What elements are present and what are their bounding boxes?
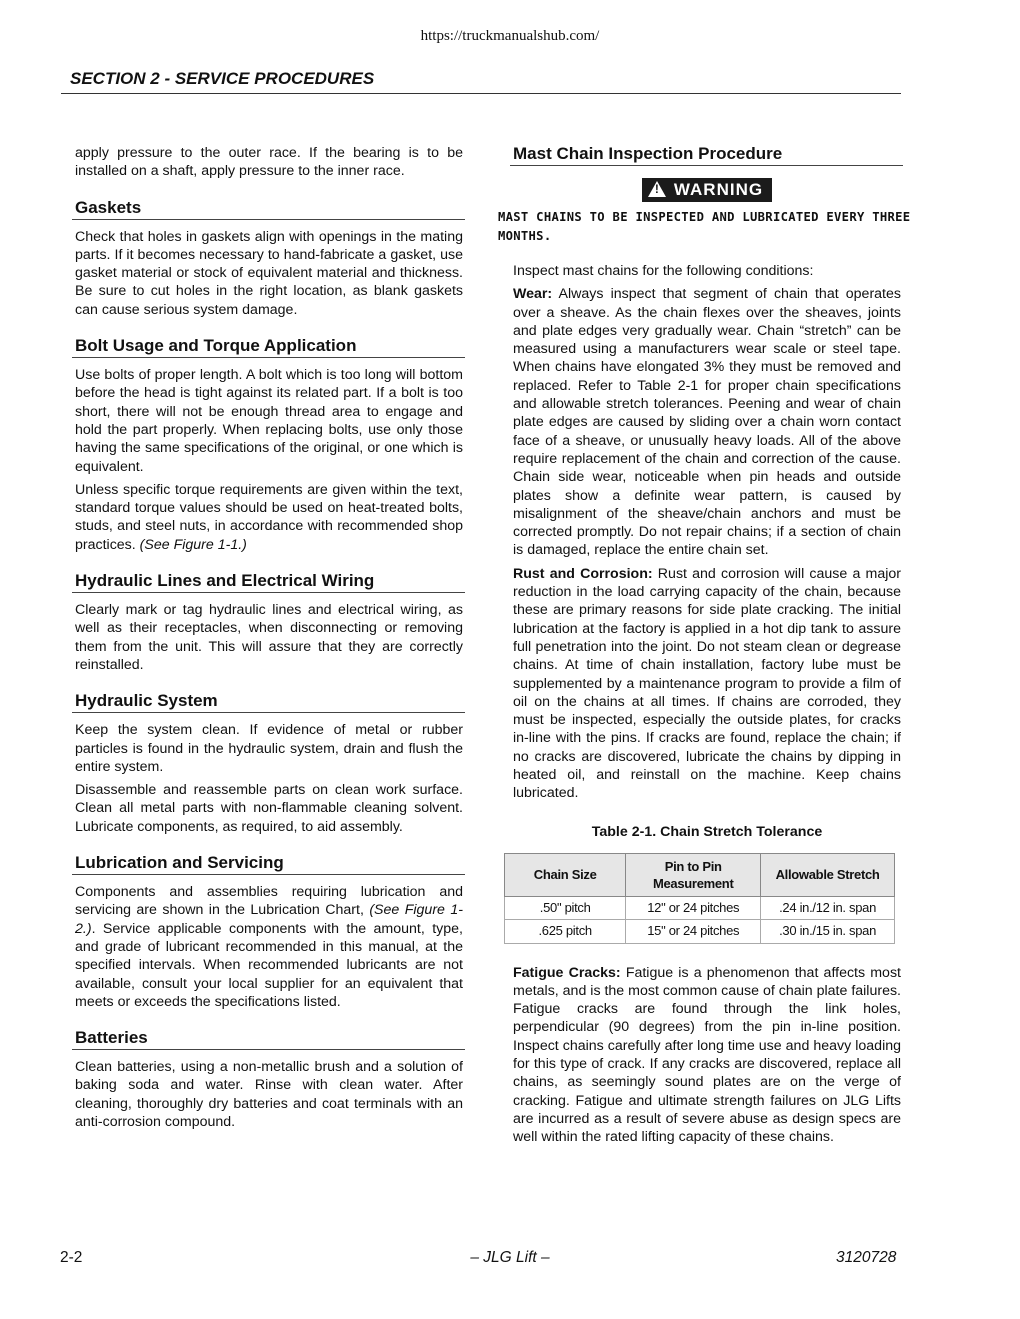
heading-hydraulic-system: Hydraulic System [72, 691, 465, 713]
wear-text: Always inspect that segment of chain that operates over a sheave. As the chain flexes over the sheaves, joints and plate edges very gradually wear. Chain “stretch” can be measured using a manufacturers wear scale or steel tape. When chains have elongated 3% they must be removed and replaced. Refer to Table 2-1 for proper chain specifications and allowable stretch tolerances. Peening and wear of chain plate edges are caused by sliding over a chain worn contact face of a sheave, or unusually heavy loads. All of the above require replacement of the chain and correction of the cause. Chain side wear, noticeable when pin heads and outside plates show a definite wear pattern, is caused by misalignment of the sheave/chain anchors and must be corrected promptly. Do not repair chains; if a section of chain is damaged, replace the entire chain set. [513, 286, 901, 559]
page-number: 2-2 [60, 1249, 83, 1266]
heading-gaskets: Gaskets [72, 198, 465, 220]
batteries-paragraph: Clean batteries, using a non-metallic brush and a solution of baking soda and water. Rinse with clean water. After cleaning, thoroughly dry batteries and coat terminals with an anti-corrosion compound. [75, 1059, 463, 1130]
table-header-chain-size: Chain Size [505, 853, 626, 896]
fatigue-paragraph [513, 964, 901, 1147]
heading-batteries: Batteries [72, 1028, 465, 1050]
table-row [505, 896, 895, 919]
lubrication-paragraph [75, 883, 463, 1011]
rust-paragraph [513, 565, 901, 803]
figure-1-2-reference: (See Figure 1-2.) [75, 902, 463, 937]
bolt-paragraph-2 [75, 481, 463, 554]
chain-stretch-table [504, 853, 895, 944]
lubrication-text-b: . Service applicable components with the amount, type, and grade of lubricant recommended in this manual, at the specified intervals. When recommended lubricants are not available, consult your local supplier for an equivalent that meets or exceeds the specifications listed. [75, 920, 463, 1010]
wear-paragraph [513, 285, 901, 559]
section-title: SECTION 2 - SERVICE PROCEDURES [70, 69, 375, 88]
warning-label-text: WARNING [673, 180, 764, 199]
bolt-paragraph-1: Use bolts of proper length. A bolt which is too long will bottom before the head is tight against its related part. If a bolt is too short, there will not be enough thread area to engage and hold the part properly. When replacing bolts, use only those having the same specifications of the original, or one which is equivalent. [75, 367, 463, 475]
heading-bolt-usage: Bolt Usage and Torque Application [72, 336, 465, 358]
hydraulic-system-paragraph-1: Keep the system clean. If evidence of metal or rubber particles is found in the hydraulic system, drain and flush the entire system. [75, 722, 463, 775]
bolt-paragraph-2-text: Unless specific torque requirements are given within the text, standard torque values should be used on heat-treated bolts, studs, and steel nuts, in accordance with recommended shop practices. [75, 481, 463, 553]
table-header-pin-to-pin: Pin to Pin Measurement [626, 853, 761, 896]
lubrication-text-a: Components and assemblies requiring lubrication and servicing are shown in the Lubrication Chart, [75, 884, 463, 919]
section-divider [61, 93, 901, 94]
document-number: 3120728 [836, 1249, 897, 1266]
hydraulic-system-paragraph-2: Disassemble and reassemble parts on clean work surface. Clean all metal parts with non-flammable cleaning solvent. Lubricate components, as required, to aid assembly. [75, 782, 463, 835]
right-column [498, 144, 911, 1151]
table-header-row [505, 853, 895, 896]
hydraulic-lines-paragraph: Clearly mark or tag hydraulic lines and electrical wiring, as well as their receptacles, when disconnecting or removing them from the unit. This will assure that they are correctly reinstalled. [75, 602, 463, 673]
table-cell: 15" or 24 pitches [626, 920, 761, 943]
table-header-allowable-stretch: Allowable Stretch [761, 853, 895, 896]
warning-label [642, 178, 772, 202]
rust-text: Rust and corrosion will cause a major reduction in the load carrying capacity of the chain, because these are primary reasons for side plate cracking. The initial lubrication at the factory is applied in a hot dip tank to assure full penetration into the joint. Do not steam clean or degrease chains. At time of chain installation, factory lube must be supplemented by a maintenance program to provide a film of oil on the chains at all times. If chains are corroded, they must be inspected, especially the outside plates, for cracks in-line with the pins. If cracks are found, replace the chain; if no cracks are discovered, lubricate the chains by dipping in heated oil, and reinstall on the machine. Keep chains lubricated. [513, 565, 901, 802]
warning-triangle-icon: ! [648, 181, 666, 197]
warning-banner [513, 178, 901, 202]
table-cell: 12" or 24 pitches [626, 896, 761, 919]
left-column [75, 144, 463, 1136]
footer-brand: – JLG Lift – [470, 1249, 550, 1266]
wear-label: Wear: [513, 286, 553, 303]
table-caption: Table 2-1. Chain Stretch Tolerance [591, 823, 823, 840]
intro-paragraph: apply pressure to the outer race. If the bearing is to be installed on a shaft, apply pressure to the inner race. [75, 145, 463, 180]
table-row [505, 920, 895, 943]
source-url: https://truckmanualshub.com/ [420, 28, 600, 44]
heading-mast-chain: Mast Chain Inspection Procedure [510, 144, 903, 166]
figure-1-1-reference: (See Figure 1-1.) [139, 536, 247, 553]
heading-lubrication: Lubrication and Servicing [72, 853, 465, 875]
warning-text: MAST CHAINS TO BE INSPECTED AND LUBRICATED EVERY THREE MONTHS. [498, 210, 911, 243]
table-cell: .24 in./12 in. span [761, 896, 895, 919]
table-cell: .50" pitch [505, 896, 626, 919]
fatigue-label: Fatigue Cracks: [513, 964, 621, 981]
rust-label: Rust and Corrosion: [513, 565, 653, 582]
inspection-intro: Inspect mast chains for the following conditions: [513, 263, 814, 279]
heading-hydraulic-lines: Hydraulic Lines and Electrical Wiring [72, 571, 465, 593]
table-cell: .30 in./15 in. span [761, 920, 895, 943]
table-cell: .625 pitch [505, 920, 626, 943]
fatigue-text: Fatigue is a phenomenon that affects most metals, and is the most common cause of chain plate failures. Fatigue cracks are found through the link holes, perpendicular (90 degrees) from the pin in-line position. Inspect chains carefully after long time use and heavy loading for this type of crack. If any cracks are discovered, replace all chains, as seemingly sound plates are on the verge of cracking. Fatigue and ultimate strength failures on JLG Lifts are incurred as a result of severe abuse as design specs are well within the rated lifting capacity of these chains. [513, 964, 901, 1146]
gaskets-paragraph: Check that holes in gaskets align with openings in the mating parts. If it becomes necessary to hand-fabricate a gasket, use gasket material or stock of equivalent material and thickness. Be sure to cut holes in the right location, as blank gaskets can cause serious system damage. [75, 228, 463, 318]
